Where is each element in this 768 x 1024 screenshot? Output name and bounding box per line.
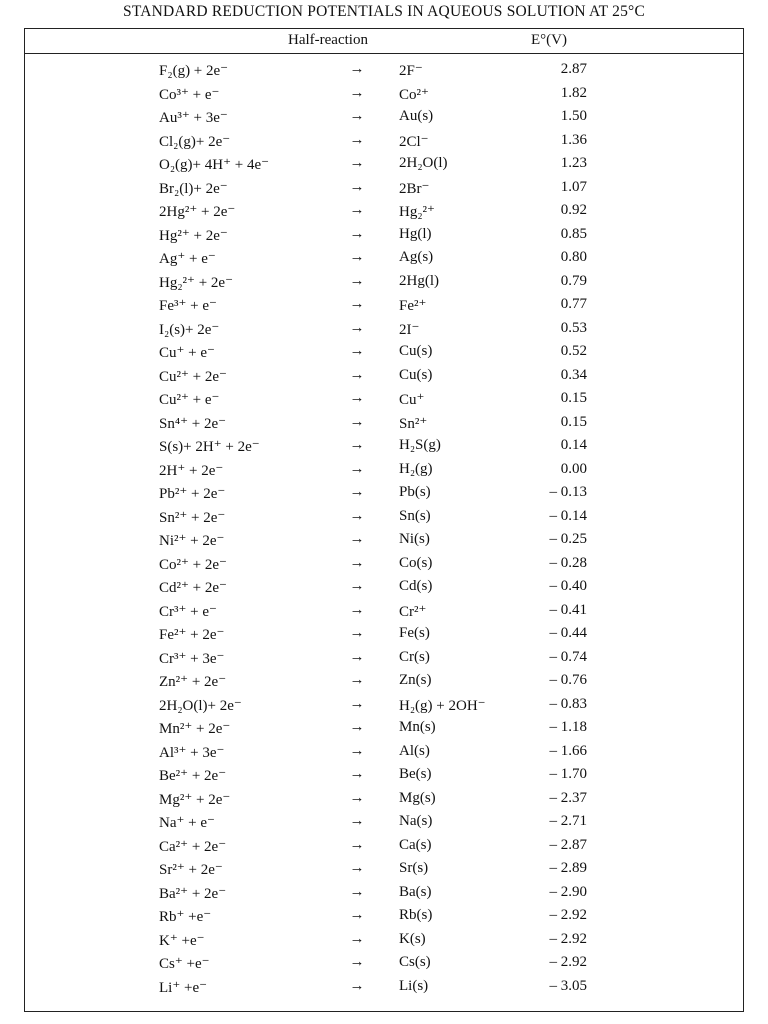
table-row: [25, 529, 743, 553]
reactant-cell: Li⁺ +e⁻: [159, 979, 208, 996]
arrow-icon: →: [349, 531, 365, 547]
product-cell: Cd(s): [399, 578, 433, 594]
table-row: [25, 247, 743, 271]
potential-cell: – 2.92: [549, 907, 587, 923]
arrow-icon: →: [349, 601, 365, 618]
potential-cell: – 0.76: [549, 672, 587, 688]
reactant-cell: O₂(g)+ 4H⁺ + 4e⁻: [159, 157, 270, 173]
potential-cell: – 1.70: [549, 766, 587, 782]
arrow-icon: →: [349, 719, 365, 735]
arrow-icon: →: [349, 954, 365, 970]
reactant-cell: Mn²⁺ + 2e⁻: [159, 721, 231, 737]
product-cell: Au(s): [399, 108, 434, 124]
arrow-icon: →: [349, 578, 365, 594]
potential-cell: – 0.25: [549, 531, 587, 547]
reactant-cell: Fe²⁺ + 2e⁻: [159, 627, 225, 643]
product-cell: Ca(s): [399, 836, 432, 853]
product-cell: K(s): [399, 930, 426, 947]
table-row: [25, 882, 743, 906]
arrow-icon: →: [349, 930, 365, 947]
product-cell: 2Cl⁻: [399, 133, 429, 150]
reactant-cell: Fe³⁺ + e⁻: [159, 298, 217, 314]
product-cell: Ag(s): [399, 249, 434, 265]
potential-cell: 0.52: [560, 343, 587, 359]
arrow-icon: →: [349, 61, 365, 77]
header-divider: [25, 53, 743, 54]
reactant-cell: K⁺ +e⁻: [159, 932, 205, 949]
header-potential: E°(V): [531, 32, 567, 48]
reactant-cell: Ca²⁺ + 2e⁻: [159, 838, 227, 855]
table-row: [25, 858, 743, 882]
table-body: [25, 59, 743, 999]
arrow-icon: →: [349, 272, 365, 289]
table-row: [25, 59, 743, 83]
product-cell: Na(s): [399, 813, 433, 829]
table-row: [25, 177, 743, 201]
arrow-icon: →: [349, 813, 365, 829]
reactant-cell: Zn²⁺ + 2e⁻: [159, 674, 227, 690]
reactant-cell: Be²⁺ + 2e⁻: [159, 768, 227, 784]
potential-cell: – 0.83: [549, 695, 587, 712]
arrow-icon: →: [349, 437, 365, 453]
potential-cell: – 0.13: [549, 484, 587, 500]
potential-cell: – 0.40: [549, 578, 587, 594]
reactant-cell: Au³⁺ + 3e⁻: [159, 110, 228, 126]
potential-cell: 0.15: [560, 413, 587, 430]
reactant-cell: Sr²⁺ + 2e⁻: [159, 862, 223, 878]
product-cell: H₂S(g): [399, 437, 441, 453]
potential-cell: – 2.37: [549, 789, 587, 806]
table-row: [25, 670, 743, 694]
product-cell: Mn(s): [399, 719, 436, 735]
arrow-icon: →: [349, 836, 365, 853]
potential-cell: – 0.44: [549, 625, 587, 641]
table-row: [25, 976, 743, 1000]
product-cell: Sn(s): [399, 507, 431, 524]
table-row: [25, 647, 743, 671]
table-row: [25, 318, 743, 342]
product-cell: Mg(s): [399, 789, 436, 806]
table-row: [25, 811, 743, 835]
reactant-cell: Sn⁴⁺ + 2e⁻: [159, 415, 227, 432]
table-row: [25, 83, 743, 107]
reactant-cell: Sn²⁺ + 2e⁻: [159, 509, 226, 526]
reactant-cell: Co³⁺ + e⁻: [159, 86, 220, 103]
reactant-cell: Cd²⁺ + 2e⁻: [159, 580, 227, 596]
arrow-icon: →: [349, 766, 365, 782]
potential-cell: – 2.92: [549, 930, 587, 947]
table-row: [25, 106, 743, 130]
potential-cell: 1.82: [560, 84, 587, 101]
product-cell: Cu(s): [399, 343, 433, 359]
product-cell: Cr²⁺: [399, 603, 427, 620]
potential-cell: – 0.14: [549, 507, 587, 524]
potential-cell: 1.50: [560, 108, 587, 124]
arrow-icon: →: [349, 225, 365, 242]
reactant-cell: I₂(s)+ 2e⁻: [159, 321, 220, 338]
potential-cell: – 2.89: [549, 860, 587, 876]
product-cell: Cs(s): [399, 954, 431, 970]
arrow-icon: →: [349, 484, 365, 500]
product-cell: Cu(s): [399, 366, 433, 383]
table-row: [25, 717, 743, 741]
table-row: [25, 435, 743, 459]
table-row: [25, 694, 743, 718]
reactant-cell: Cs⁺ +e⁻: [159, 956, 210, 972]
table-row: [25, 506, 743, 530]
arrow-icon: →: [349, 507, 365, 524]
reactant-cell: F₂(g) + 2e⁻: [159, 63, 229, 79]
table-row: [25, 459, 743, 483]
arrow-icon: →: [349, 202, 365, 218]
product-cell: Al(s): [399, 742, 430, 759]
arrow-icon: →: [349, 907, 365, 923]
product-cell: Hg₂²⁺: [399, 204, 435, 220]
potential-cell: 1.23: [560, 155, 587, 171]
potential-cell: 0.34: [560, 366, 587, 383]
table-row: [25, 294, 743, 318]
arrow-icon: →: [349, 554, 365, 571]
reactant-cell: Cu⁺ + e⁻: [159, 345, 215, 361]
potential-cell: 0.53: [560, 319, 587, 336]
product-cell: Co(s): [399, 554, 433, 571]
product-cell: 2Hg(l): [399, 272, 439, 289]
potential-cell: 0.92: [560, 202, 587, 218]
reactant-cell: Ag⁺ + e⁻: [159, 251, 216, 267]
potential-cell: 0.00: [560, 460, 587, 477]
potential-cell: – 2.90: [549, 883, 587, 900]
arrow-icon: →: [349, 672, 365, 688]
product-cell: 2Br⁻: [399, 180, 430, 197]
reactant-cell: 2H⁺ + 2e⁻: [159, 462, 224, 479]
potential-cell: – 2.87: [549, 836, 587, 853]
page-title: STANDARD REDUCTION POTENTIALS IN AQUEOUS SOLUTION AT 25°C: [123, 3, 645, 20]
reactant-cell: Br₂(l)+ 2e⁻: [159, 180, 228, 197]
product-cell: Sr(s): [399, 860, 429, 876]
reactant-cell: Na⁺ + e⁻: [159, 815, 215, 831]
reactant-cell: Rb⁺ +e⁻: [159, 909, 212, 925]
product-cell: Ni(s): [399, 531, 430, 547]
reactant-cell: 2H₂O(l)+ 2e⁻: [159, 697, 242, 714]
arrow-icon: →: [349, 366, 365, 383]
arrow-icon: →: [349, 789, 365, 806]
potential-cell: – 2.71: [549, 813, 587, 829]
arrow-icon: →: [349, 108, 365, 124]
table-row: [25, 764, 743, 788]
reactant-cell: Mg²⁺ + 2e⁻: [159, 791, 231, 808]
potential-cell: – 0.41: [549, 601, 587, 618]
reduction-potentials-table: [24, 28, 744, 1012]
potential-cell: 0.77: [560, 296, 587, 312]
product-cell: Li(s): [399, 977, 429, 994]
arrow-icon: →: [349, 296, 365, 312]
potential-cell: 0.79: [560, 272, 587, 289]
product-cell: Zn(s): [399, 672, 432, 688]
reactant-cell: Al³⁺ + 3e⁻: [159, 744, 225, 761]
reactant-cell: Cu²⁺ + e⁻: [159, 392, 220, 408]
potential-cell: 0.14: [560, 437, 587, 453]
arrow-icon: →: [349, 625, 365, 641]
table-row: [25, 929, 743, 953]
potential-cell: 0.15: [560, 390, 587, 406]
product-cell: Cu⁺: [399, 392, 425, 408]
reactant-cell: 2Hg²⁺ + 2e⁻: [159, 204, 236, 220]
table-row: [25, 271, 743, 295]
product-cell: Co²⁺: [399, 86, 429, 103]
table-row: [25, 482, 743, 506]
reactant-cell: Cr³⁺ + e⁻: [159, 603, 217, 620]
product-cell: Be(s): [399, 766, 432, 782]
table-row: [25, 576, 743, 600]
arrow-icon: →: [349, 155, 365, 171]
arrow-icon: →: [349, 742, 365, 759]
arrow-icon: →: [349, 249, 365, 265]
arrow-icon: →: [349, 84, 365, 101]
table-row: [25, 130, 743, 154]
reactant-cell: Cu²⁺ + 2e⁻: [159, 368, 227, 385]
reactant-cell: Ba²⁺ + 2e⁻: [159, 885, 227, 902]
reactant-cell: Co²⁺ + 2e⁻: [159, 556, 227, 573]
potential-cell: – 0.28: [549, 554, 587, 571]
potential-cell: 1.07: [560, 178, 587, 195]
potential-cell: – 0.74: [549, 648, 587, 665]
arrow-icon: →: [349, 460, 365, 477]
product-cell: Fe²⁺: [399, 298, 427, 314]
arrow-icon: →: [349, 883, 365, 900]
arrow-icon: →: [349, 343, 365, 359]
potential-cell: 2.87: [560, 61, 587, 77]
reactant-cell: Cl₂(g)+ 2e⁻: [159, 133, 231, 150]
table-row: [25, 153, 743, 177]
product-cell: H₂(g): [399, 460, 433, 477]
potential-cell: – 1.18: [549, 719, 587, 735]
reactant-cell: S(s)+ 2H⁺ + 2e⁻: [159, 439, 260, 455]
potential-cell: 1.36: [560, 131, 587, 148]
table-row: [25, 600, 743, 624]
arrow-icon: →: [349, 695, 365, 712]
product-cell: H₂(g) + 2OH⁻: [399, 697, 486, 714]
table-row: [25, 952, 743, 976]
potential-cell: 0.85: [560, 225, 587, 242]
table-row: [25, 412, 743, 436]
arrow-icon: →: [349, 319, 365, 336]
product-cell: Cr(s): [399, 648, 430, 665]
product-cell: 2I⁻: [399, 321, 420, 338]
table-row: [25, 553, 743, 577]
table-row: [25, 341, 743, 365]
product-cell: Fe(s): [399, 625, 430, 641]
product-cell: Sn²⁺: [399, 415, 428, 432]
table-row: [25, 388, 743, 412]
table-row: [25, 788, 743, 812]
table-row: [25, 623, 743, 647]
table-row: [25, 835, 743, 859]
product-cell: Pb(s): [399, 484, 431, 500]
product-cell: Hg(l): [399, 225, 432, 242]
potential-cell: 0.80: [560, 249, 587, 265]
header-half-reaction: Half-reaction: [288, 32, 368, 48]
reactant-cell: Cr³⁺ + 3e⁻: [159, 650, 225, 667]
table-row: [25, 365, 743, 389]
product-cell: Ba(s): [399, 883, 432, 900]
arrow-icon: →: [349, 860, 365, 876]
arrow-icon: →: [349, 648, 365, 665]
reactant-cell: Pb²⁺ + 2e⁻: [159, 486, 226, 502]
reactant-cell: Ni²⁺ + 2e⁻: [159, 533, 225, 549]
table-row: [25, 905, 743, 929]
product-cell: Rb(s): [399, 907, 433, 923]
table-row: [25, 224, 743, 248]
arrow-icon: →: [349, 131, 365, 148]
arrow-icon: →: [349, 977, 365, 994]
reactant-cell: Hg₂²⁺ + 2e⁻: [159, 274, 234, 291]
table-row: [25, 200, 743, 224]
potential-cell: – 2.92: [549, 954, 587, 970]
product-cell: 2F⁻: [399, 63, 423, 79]
arrow-icon: →: [349, 413, 365, 430]
arrow-icon: →: [349, 390, 365, 406]
potential-cell: – 3.05: [549, 977, 587, 994]
potential-cell: – 1.66: [549, 742, 587, 759]
reactant-cell: Hg²⁺ + 2e⁻: [159, 227, 228, 244]
arrow-icon: →: [349, 178, 365, 195]
table-row: [25, 741, 743, 765]
product-cell: 2H₂O(l): [399, 155, 448, 171]
